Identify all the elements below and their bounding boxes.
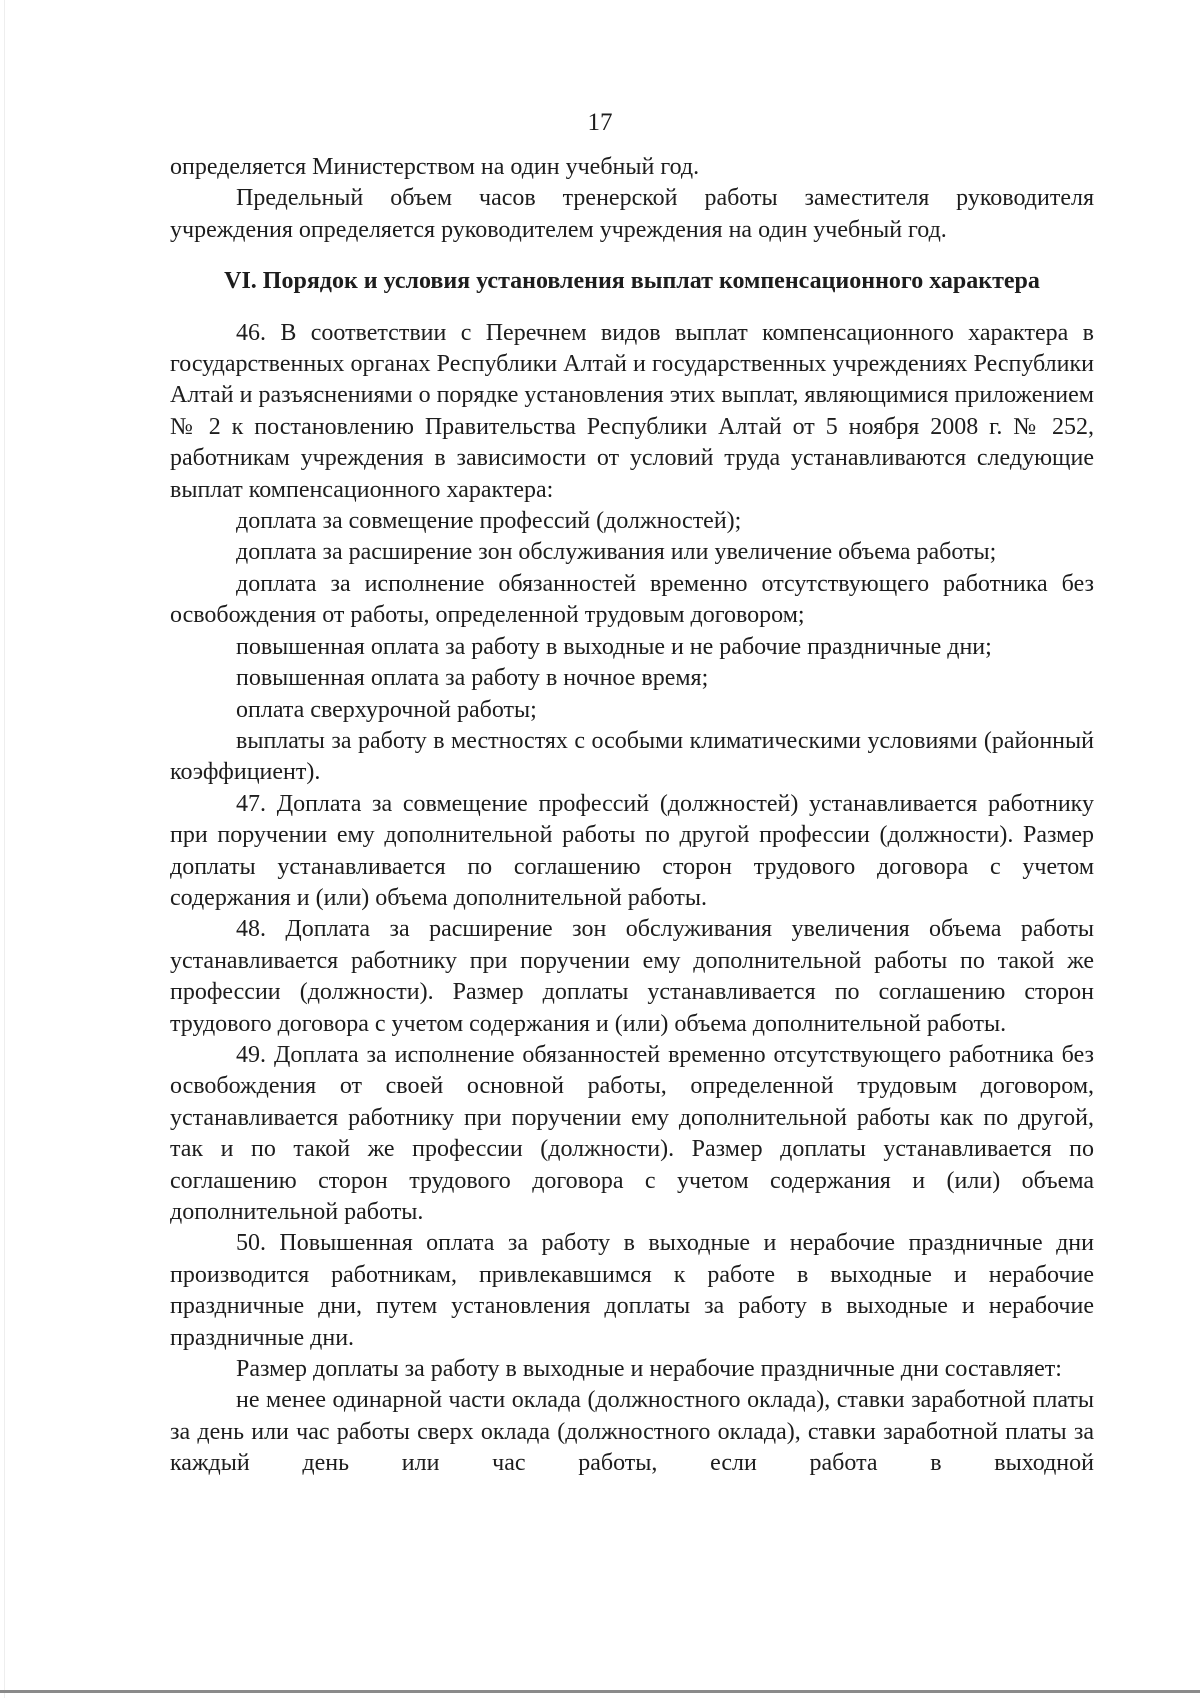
list-item: оплата сверхурочной работы; xyxy=(236,696,537,723)
list-item: доплата за совмещение профессий (должностей); xyxy=(236,508,742,535)
paragraph-coach-hours: Предельный объем часов тренерской работы заместителя руководителя учреждения определяется руководителем учреждения на один учебный год. xyxy=(170,185,1094,243)
paragraph-49: 49. Доплата за исполнение обязанностей временно отсутствующего работника без освобождения от своей основной работы, определенной трудовым договором, устанавливается работнику при поручении ему дополнительной работы как по другой, так и по такой же профессии (должности). Размер доплаты устанавливается по соглашению сторон трудового договора с учетом содержания и (или) объема дополнительной работы. xyxy=(170,1041,1094,1225)
bottom-scan-line xyxy=(0,1690,1200,1693)
paragraph-48: 48. Доплата за расширение зон обслуживания увеличения объема работы устанавливается работнику при поручении ему дополнительной работы по такой же профессии (должности). Размер доплаты устанавливается по соглашению сторон трудового договора с учетом содержания и (или) объема дополнительной работы. xyxy=(170,916,1094,1037)
list-item: доплата за расширение зон обслуживания или увеличение объема работы; xyxy=(236,539,997,566)
paragraph-50: 50. Повышенная оплата за работу в выходные и нерабочие праздничные дни производится работникам, привлекавшимся к работе в выходные и нерабочие праздничные дни, путем установления доплаты за работу в выходные и нерабочие праздничные дни. xyxy=(170,1230,1094,1351)
list-item: повышенная оплата за работу в выходные и не рабочие праздничные дни; xyxy=(236,633,992,660)
paragraph-holiday-rate-detail: не менее одинарной части оклада (должностного оклада), ставки заработной платы за день или час работы сверх оклада (должностного оклада), ставки заработной платы за каждый день или час работы, если работа в выходной xyxy=(170,1387,1094,1477)
section-heading: VI. Порядок и условия установления выплат компенсационного характера xyxy=(224,268,1040,295)
paragraph-continuation: определяется Министерством на один учебный год. xyxy=(170,154,700,180)
paragraph-47: 47. Доплата за совмещение профессий (должностей) устанавливается работнику при поручении ему дополнительной работы по другой профессии (должности). Размер доплаты устанавливается по соглашению сторон трудового договора с учетом содержания и (или) объема дополнительной работы. xyxy=(170,790,1094,911)
scan-edge xyxy=(4,0,5,1698)
document-body xyxy=(170,152,1094,1480)
list-item: выплаты за работу в местностях с особыми климатическими условиями (районный коэффициент). xyxy=(170,727,1094,786)
list-item: доплата за исполнение обязанностей временно отсутствующего работника без освобождения от работы, определенной трудовым договором; xyxy=(170,570,1094,629)
paragraph-holiday-rate: Размер доплаты за работу в выходные и нерабочие праздничные дни составляет: xyxy=(236,1356,1062,1383)
list-item: повышенная оплата за работу в ночное время; xyxy=(236,665,709,692)
paragraph-46: 46. В соответствии с Перечнем видов выплат компенсационного характера в государственных органах Республики Алтай и государственных учреждениях Республики Алтай и разъяснениями о порядке установления этих выплат, являющимися приложением № 2 к постановлению Правительства Республики Алтай от 5 ноября 2008 г. № 252, работникам учреждения в зависимости от условий труда устанавливаются следующие выплат компенсационного характера: xyxy=(170,319,1094,503)
page-number: 17 xyxy=(587,109,613,136)
